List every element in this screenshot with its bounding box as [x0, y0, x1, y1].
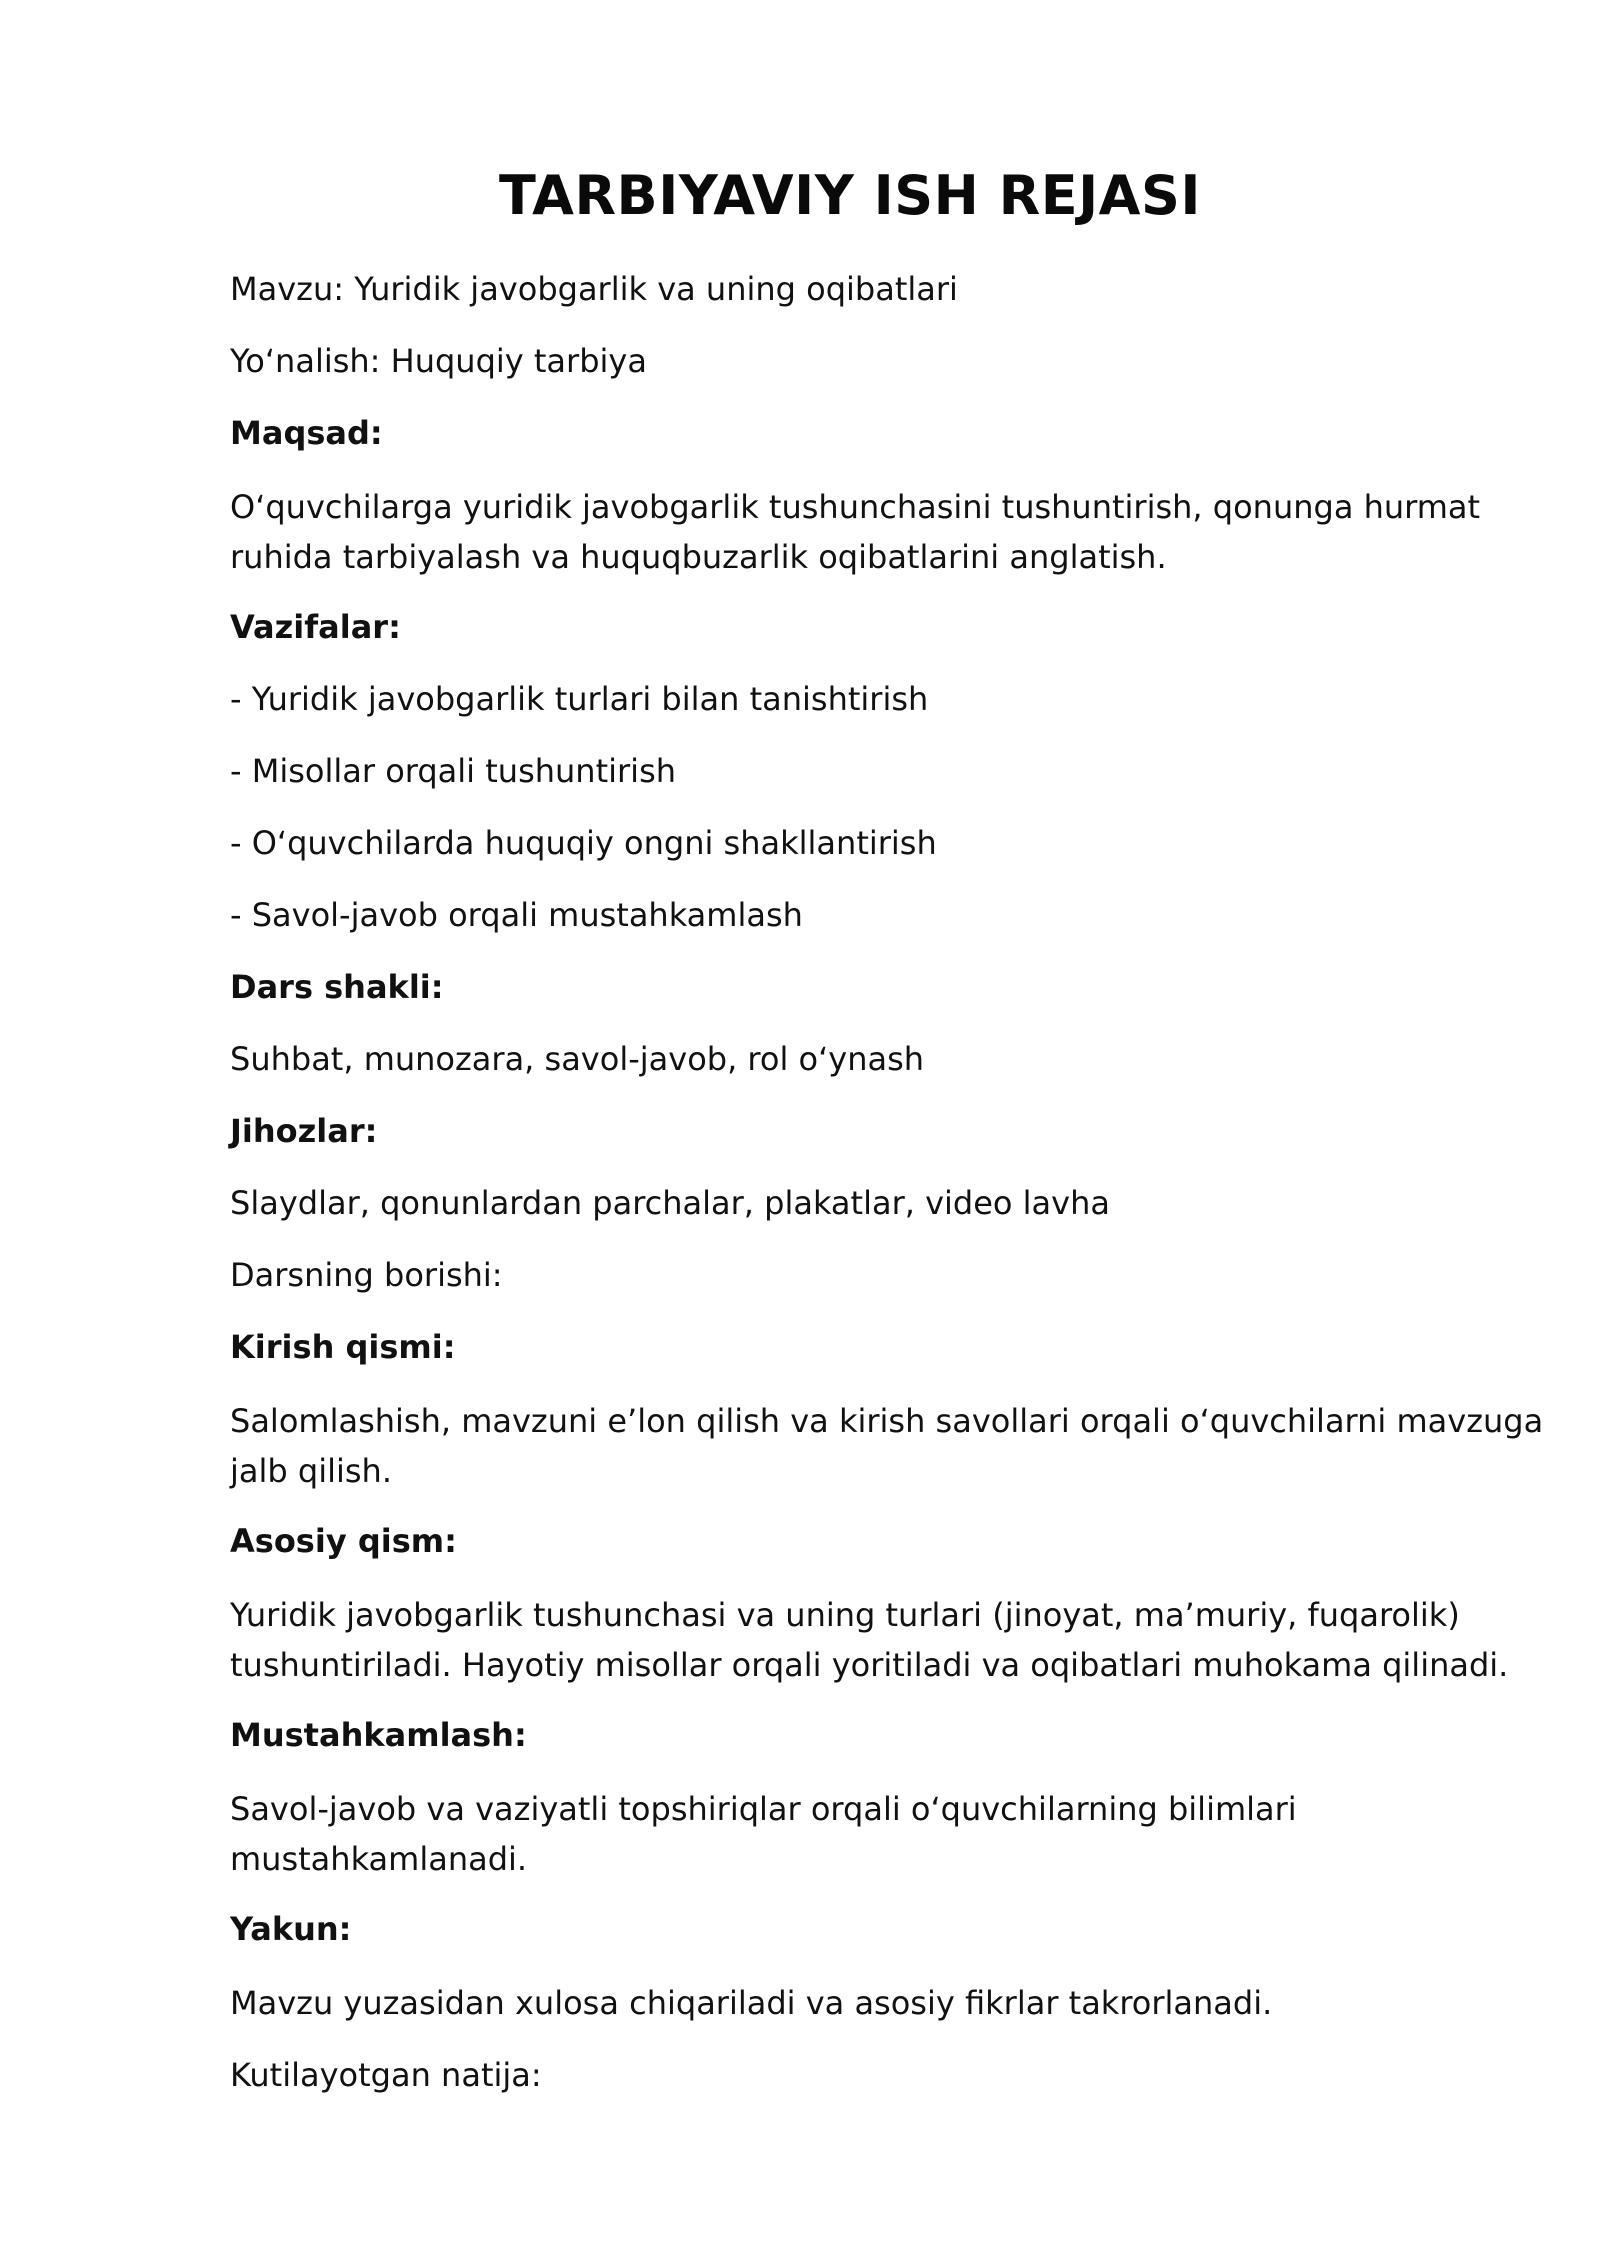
intro-text-line-2: jalb qilish.: [230, 1452, 392, 1490]
equipment-heading: Jihozlar:: [230, 1112, 378, 1150]
task-item: - Savol-javob orqali mustahkamlash: [230, 896, 803, 934]
task-item: - O‘quvchilarda huquqiy ongni shakllantirish: [230, 824, 937, 862]
reinforcement-heading: Mustahkamlash:: [230, 1716, 527, 1754]
task-item: - Yuridik javobgarlik turlari bilan tanishtirish: [230, 680, 929, 718]
intro-text-line-1: Salomlashish, mavzuni e’lon qilish va kirish savollari orqali o‘quvchilarni mavzuga: [230, 1402, 1544, 1440]
intro-heading: Kirish qismi:: [230, 1328, 456, 1366]
main-part-text-line-2: tushuntiriladi. Hayotiy misollar orqali yoritiladi va oqibatlari muhokama qilinadi.: [230, 1646, 1509, 1684]
main-part-text-line-1: Yuridik javobgarlik tushunchasi va uning turlari (jinoyat, ma’muriy, fuqarolik): [230, 1596, 1460, 1634]
lesson-form-heading: Dars shakli:: [230, 968, 444, 1006]
topic-line: Mavzu: Yuridik javobgarlik va uning oqibatlari: [230, 270, 958, 308]
main-part-heading: Asosiy qism:: [230, 1522, 457, 1560]
lesson-form-text: Suhbat, munozara, savol-javob, rol o‘ynash: [230, 1040, 925, 1078]
reinforcement-text-line-2: mustahkamlanadi.: [230, 1840, 528, 1878]
direction-line: Yo‘nalish: Huquqiy tarbiya: [230, 342, 647, 380]
goal-text-line-1: O‘quvchilarga yuridik javobgarlik tushunchasini tushuntirish, qonunga hurmat: [230, 488, 1481, 526]
expected-result-label: Kutilayotgan natija:: [230, 2056, 542, 2094]
reinforcement-text-line-1: Savol-javob va vaziyatli topshiriqlar orqali o‘quvchilarning bilimlari: [230, 1790, 1297, 1828]
goal-heading: Maqsad:: [230, 414, 383, 452]
lesson-progress-label: Darsning borishi:: [230, 1256, 503, 1294]
conclusion-text: Mavzu yuzasidan xulosa chiqariladi va asosiy fikrlar takrorlanadi.: [230, 1984, 1273, 2022]
conclusion-heading: Yakun:: [230, 1910, 352, 1948]
goal-text-line-2: ruhida tarbiyalash va huquqbuzarlik oqibatlarini anglatish.: [230, 538, 1167, 576]
task-item: - Misollar orqali tushuntirish: [230, 752, 677, 790]
document-title: TARBIYAVIY ISH REJASI: [499, 164, 1201, 227]
tasks-heading: Vazifalar:: [230, 608, 401, 646]
equipment-text: Slaydlar, qonunlardan parchalar, plakatlar, video lavha: [230, 1184, 1110, 1222]
